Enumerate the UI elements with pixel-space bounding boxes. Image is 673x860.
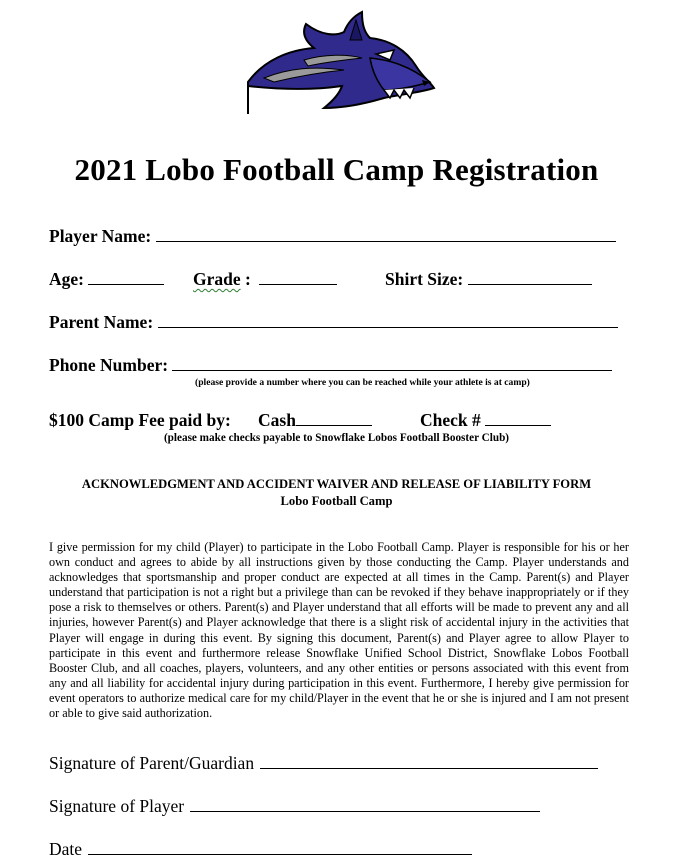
player-signature-field[interactable]: [190, 797, 540, 812]
parent-signature-row: [49, 753, 598, 774]
player-name-label: Player Name:: [49, 226, 152, 246]
parent-name-label: Parent Name:: [49, 312, 154, 332]
fee-label-wrap: [49, 410, 231, 431]
shirt-size-label: Shirt Size:: [385, 269, 464, 289]
check-number-field[interactable]: [485, 411, 551, 426]
parent-signature-field[interactable]: [260, 754, 598, 769]
cash-field[interactable]: [296, 411, 372, 426]
player-name-field[interactable]: [156, 227, 616, 242]
parent-name-field[interactable]: [158, 313, 618, 328]
shirt-size-field[interactable]: [468, 270, 592, 285]
phone-row: [49, 355, 612, 376]
date-label: Date: [49, 839, 83, 859]
lobo-logo: [244, 10, 436, 116]
fee-label: $100 Camp Fee paid by:: [49, 410, 231, 430]
grade-colon: :: [240, 269, 251, 289]
waiver-subheading: Lobo Football Camp: [280, 494, 393, 508]
player-signature-label: Signature of Player: [49, 796, 185, 816]
parent-name-row: [49, 312, 618, 333]
waiver-body: I give permission for my child (Player) to participate in the Lobo Football Camp. Player is responsible for his or her own conduct and agrees to abide by all instructions given by those conducting the Camp. Player understands and acknowledges that sportsmanship and proper conduct are expected at all times in the Camp. Parent(s) and Player understand that participation is not a right but a privilege than can be revoked if they behave inappropriately or if they pose a risk to themselves or others. Parent(s) and Player understand that all efforts will be made to prevent any and all injuries, however Parent(s) and Player acknowledge that there is a slight risk of accidental injury in the activities that Player will engage in during this event. By signing this document, Parent(s) and Player agree to allow Player to participate in this event and furthermore release Snowflake Unified School District, Snowflake Lobos Football Booster Club, and all coaches, players, volunteers, and any other entities or persons associated with this event from any and all liability for accidental injury during participation in this event. Furthermore, I hereby give permission for event operators to authorize medical care for my child/Player in the event that he or she is injured and I am not present or able to give said authorization.: [49, 540, 629, 721]
phone-note: (please provide a number where you can be reached while your athlete is at camp): [195, 377, 530, 388]
phone-field[interactable]: [172, 356, 612, 371]
player-name-row: [49, 226, 616, 247]
age-field[interactable]: [88, 270, 164, 285]
phone-label: Phone Number:: [49, 355, 169, 375]
age-label: Age:: [49, 269, 84, 289]
parent-signature-label: Signature of Parent/Guardian: [49, 753, 255, 773]
age-label-wrap: [49, 269, 164, 290]
grade-label-wrap: [193, 269, 337, 290]
grade-field[interactable]: [259, 270, 337, 285]
check-wrap: [420, 410, 551, 431]
shirt-size-wrap: [385, 269, 592, 290]
waiver-heading: ACKNOWLEDGMENT AND ACCIDENT WAIVER AND RELEASE OF LIABILITY FORM: [81, 477, 592, 491]
cash-label: Cash: [258, 410, 296, 430]
player-signature-row: [49, 796, 540, 817]
page-title: 2021 Lobo Football Camp Registration: [74, 152, 599, 187]
check-label: Check #: [420, 410, 481, 430]
grade-label: Grade: [193, 269, 241, 289]
fee-note: (please make checks payable to Snowflake Lobos Football Booster Club): [163, 432, 510, 444]
wolf-head-icon: [244, 10, 436, 116]
cash-wrap: [258, 410, 372, 431]
date-row: [49, 839, 472, 860]
date-field[interactable]: [88, 840, 472, 855]
